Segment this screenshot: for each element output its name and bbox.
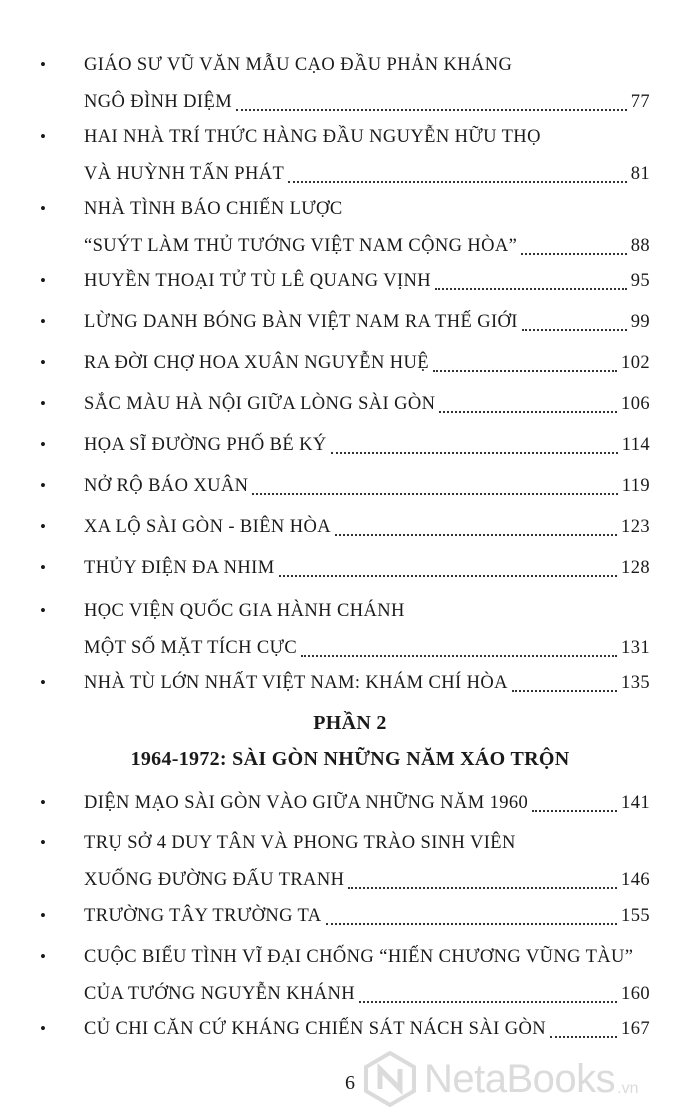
bullet-icon: • — [40, 55, 46, 74]
bullet-icon: • — [40, 517, 46, 536]
bullet-icon: • — [40, 601, 46, 620]
toc-entry-page: 141 — [621, 793, 650, 813]
toc-entry-title: TRƯỜNG TÂY TRƯỜNG TA — [84, 906, 322, 926]
dot-leader — [236, 108, 627, 111]
dot-leader — [288, 180, 626, 183]
bullet-icon: • — [40, 906, 46, 925]
toc-entry-page: 128 — [621, 558, 650, 578]
toc-entry-page: 106 — [621, 394, 650, 414]
part-title: PHẦN 2 — [313, 712, 387, 734]
watermark-suffix: .vn — [617, 1080, 639, 1097]
dot-leader — [279, 574, 617, 577]
toc-entry-page: 167 — [621, 1019, 650, 1039]
toc-entry-page: 146 — [621, 870, 650, 890]
dot-leader — [326, 922, 618, 925]
bullet-icon: • — [40, 435, 46, 454]
dot-leader — [522, 328, 627, 331]
bullet-icon: • — [40, 793, 46, 812]
watermark-brand: NetaBooks — [424, 1056, 616, 1101]
toc-entry-title: DIỆN MẠO SÀI GÒN VÀO GIỮA NHỮNG NĂM 1960 — [84, 793, 529, 813]
toc-entry-page: 95 — [630, 271, 650, 291]
toc-entry-title: “SUÝT LÀM THỦ TƯỚNG VIỆT NAM CỘNG HÒA” — [84, 236, 518, 256]
part-subtitle: 1964-1972: SÀI GÒN NHỮNG NĂM XÁO TRỘN — [130, 748, 570, 770]
bullet-icon: • — [40, 127, 46, 146]
bullet-icon: • — [40, 271, 46, 290]
toc-entry-page: 123 — [621, 517, 650, 537]
toc-entry-page: 135 — [621, 673, 650, 693]
toc-entry-title: CỦA TƯỚNG NGUYỄN KHÁNH — [84, 984, 356, 1004]
bullet-icon: • — [40, 394, 46, 413]
toc-entry-title: MỘT SỐ MẶT TÍCH CỰC — [84, 638, 298, 658]
bullet-icon: • — [40, 673, 46, 692]
dot-leader — [252, 492, 617, 495]
toc-entry-title: CỦ CHI CĂN CỨ KHÁNG CHIẾN SÁT NÁCH SÀI GÒN — [84, 1019, 546, 1039]
toc-entry-title: VÀ HUỲNH TẤN PHÁT — [84, 164, 285, 184]
dot-leader — [439, 410, 617, 413]
toc-entry-title: HỌC VIỆN QUỐC GIA HÀNH CHÁNH — [84, 601, 405, 621]
toc-entry-page: 88 — [630, 236, 650, 256]
bullet-icon: • — [40, 947, 46, 966]
bullet-icon: • — [40, 833, 46, 852]
watermark — [362, 1044, 700, 1114]
bullet-icon: • — [40, 1019, 46, 1038]
toc-entry-page: 114 — [621, 435, 650, 455]
toc-entry-page: 119 — [621, 476, 650, 496]
toc-entry-title: HUYỀN THOẠI TỬ TÙ LÊ QUANG VỊNH — [84, 271, 432, 291]
dot-leader — [532, 809, 617, 812]
dot-leader — [512, 689, 617, 692]
dot-leader — [348, 886, 617, 889]
toc-entry-title: HỌA SĨ ĐƯỜNG PHỐ BÉ KÝ — [84, 435, 327, 455]
toc-entry-title: XUỐNG ĐƯỜNG ĐẤU TRANH — [84, 870, 345, 890]
toc-entry-title: GIÁO SƯ VŨ VĂN MẪU CẠO ĐẦU PHẢN KHÁNG — [84, 55, 513, 75]
bullet-icon: • — [40, 476, 46, 495]
dot-leader — [521, 252, 626, 255]
dot-leader — [550, 1035, 617, 1038]
toc-entry-title: NHÀ TÙ LỚN NHẤT VIỆT NAM: KHÁM CHÍ HÒA — [84, 673, 508, 693]
toc-entry-title: NGÔ ĐÌNH DIỆM — [84, 92, 233, 112]
toc-entry-title: SẮC MÀU HÀ NỘI GIỮA LÒNG SÀI GÒN — [84, 394, 436, 414]
toc-entry-page: 102 — [621, 353, 650, 373]
dot-leader — [433, 369, 617, 372]
toc-entry-page: 155 — [621, 906, 650, 926]
bullet-icon: • — [40, 312, 46, 331]
dot-leader — [301, 654, 617, 657]
toc-entry-title: XA LỘ SÀI GÒN - BIÊN HÒA — [84, 517, 332, 537]
toc-entry-page: 131 — [621, 638, 650, 658]
toc-entry-title: LỪNG DANH BÓNG BÀN VIỆT NAM RA THẾ GIỚI — [84, 312, 518, 332]
page-number: 6 — [345, 1072, 355, 1094]
toc-entry-page: 160 — [621, 984, 650, 1004]
bullet-icon: • — [40, 353, 46, 372]
dot-leader — [331, 451, 618, 454]
toc-entry-page: 77 — [630, 92, 650, 112]
dot-leader — [335, 533, 617, 536]
toc-entry-title: NỞ RỘ BÁO XUÂN — [84, 476, 249, 496]
dot-leader — [435, 287, 627, 290]
toc-entry-title: CUỘC BIỂU TÌNH VĨ ĐẠI CHỐNG “HIẾN CHƯƠNG VŨNG TÀU” — [84, 947, 634, 967]
bullet-icon: • — [40, 558, 46, 577]
netabooks-logo-icon — [362, 1051, 418, 1107]
bullet-icon: • — [40, 199, 46, 218]
dot-leader — [359, 1000, 617, 1003]
toc-entry-title: HAI NHÀ TRÍ THỨC HÀNG ĐẦU NGUYỄN HỮU THỌ — [84, 127, 541, 147]
toc-entry-page: 99 — [630, 312, 650, 332]
toc-entry-page: 81 — [630, 164, 650, 184]
toc-entry-title: NHÀ TÌNH BÁO CHIẾN LƯỢC — [84, 199, 343, 219]
toc-entry-title: RA ĐỜI CHỢ HOA XUÂN NGUYỄN HUỆ — [84, 353, 429, 373]
toc-entry-title: THỦY ĐIỆN ĐA NHIM — [84, 558, 275, 578]
toc-entry-title: TRỤ SỞ 4 DUY TÂN VÀ PHONG TRÀO SINH VIÊN — [84, 833, 516, 853]
